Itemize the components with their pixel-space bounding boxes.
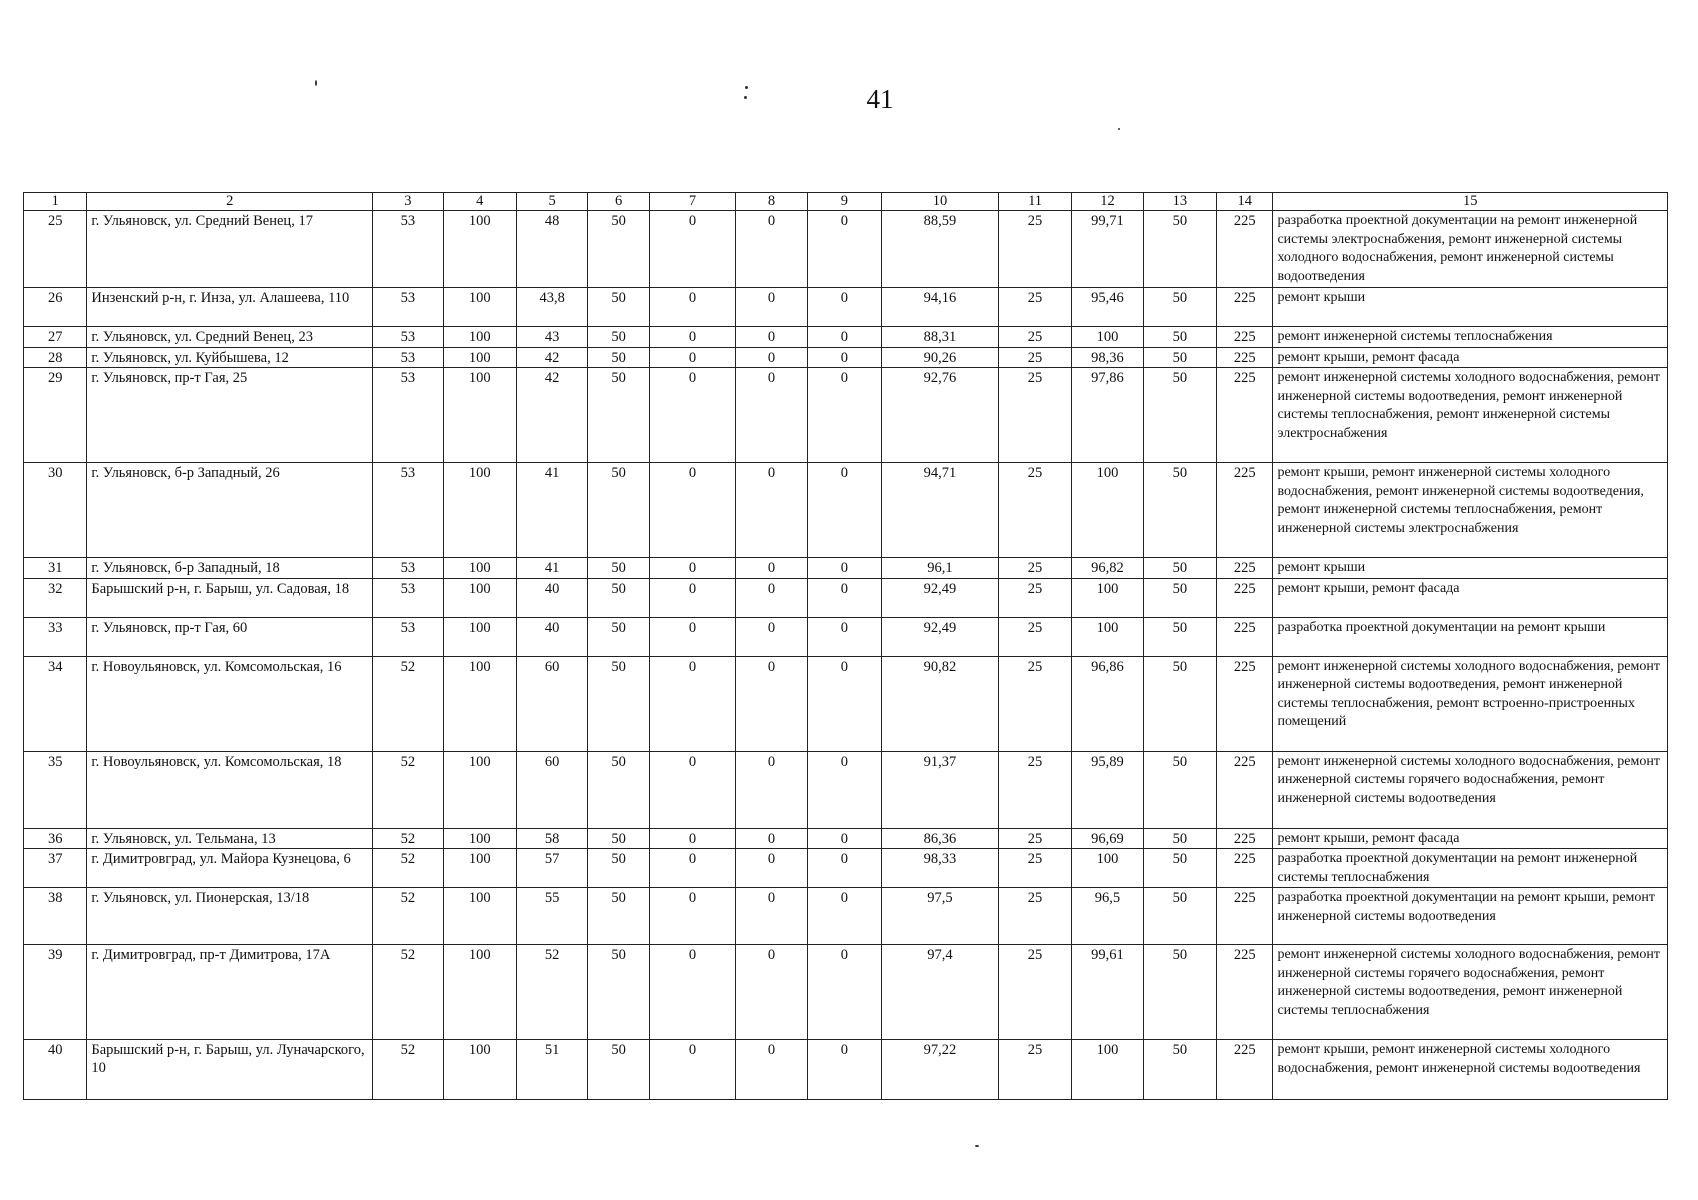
- value-cell-10: 92,49: [882, 617, 999, 656]
- value-cell-10: 92,76: [882, 368, 999, 463]
- address-cell: г. Димитровград, ул. Майора Кузнецова, 6: [87, 849, 373, 888]
- value-cell-9: 0: [807, 558, 881, 579]
- value-cell-9: 0: [807, 617, 881, 656]
- value-cell-5: 41: [516, 463, 587, 558]
- value-cell-3: 53: [373, 617, 443, 656]
- works-cell: ремонт крыши, ремонт фасада: [1273, 578, 1668, 617]
- value-cell-4: 100: [443, 368, 516, 463]
- value-cell-5: 41: [516, 558, 587, 579]
- table-row: [24, 347, 1668, 368]
- value-cell-8: 0: [736, 751, 807, 828]
- value-cell-12: 100: [1072, 327, 1143, 348]
- value-cell-6: 50: [588, 945, 649, 1040]
- address-cell: Барышский р-н, г. Барыш, ул. Луначарского, 10: [87, 1040, 373, 1100]
- table-row: [24, 558, 1668, 579]
- table-body: [24, 211, 1668, 1100]
- value-cell-10: 94,71: [882, 463, 999, 558]
- value-cell-3: 53: [373, 463, 443, 558]
- value-cell-5: 40: [516, 578, 587, 617]
- value-cell-10: 90,82: [882, 656, 999, 751]
- value-cell-6: 50: [588, 888, 649, 945]
- value-cell-6: 50: [588, 1040, 649, 1100]
- value-cell-8: 0: [736, 211, 807, 288]
- value-cell-11: 25: [998, 463, 1071, 558]
- value-cell-6: 50: [588, 347, 649, 368]
- value-cell-8: 0: [736, 288, 807, 327]
- value-cell-6: 50: [588, 828, 649, 849]
- value-cell-6: 50: [588, 368, 649, 463]
- address-cell: г. Ульяновск, ул. Средний Венец, 17: [87, 211, 373, 288]
- value-cell-6: 50: [588, 463, 649, 558]
- value-cell-13: 50: [1143, 849, 1216, 888]
- value-cell-5: 58: [516, 828, 587, 849]
- value-cell-12: 100: [1072, 463, 1143, 558]
- value-cell-12: 99,71: [1072, 211, 1143, 288]
- scan-speck: [315, 80, 317, 86]
- value-cell-14: 225: [1217, 347, 1273, 368]
- row-number: 37: [24, 849, 87, 888]
- value-cell-4: 100: [443, 945, 516, 1040]
- value-cell-10: 90,26: [882, 347, 999, 368]
- value-cell-4: 100: [443, 578, 516, 617]
- value-cell-11: 25: [998, 558, 1071, 579]
- value-cell-12: 96,5: [1072, 888, 1143, 945]
- value-cell-7: 0: [649, 327, 736, 348]
- value-cell-14: 225: [1217, 751, 1273, 828]
- value-cell-9: 0: [807, 211, 881, 288]
- value-cell-13: 50: [1143, 558, 1216, 579]
- value-cell-4: 100: [443, 617, 516, 656]
- address-cell: г. Димитровград, пр-т Димитрова, 17А: [87, 945, 373, 1040]
- value-cell-10: 88,31: [882, 327, 999, 348]
- value-cell-14: 225: [1217, 368, 1273, 463]
- column-header: 15: [1273, 193, 1668, 211]
- value-cell-4: 100: [443, 327, 516, 348]
- value-cell-9: 0: [807, 578, 881, 617]
- value-cell-9: 0: [807, 463, 881, 558]
- value-cell-12: 100: [1072, 849, 1143, 888]
- table-row: [24, 849, 1668, 888]
- value-cell-6: 50: [588, 656, 649, 751]
- value-cell-7: 0: [649, 558, 736, 579]
- value-cell-11: 25: [998, 1040, 1071, 1100]
- value-cell-3: 53: [373, 558, 443, 579]
- column-header: 7: [649, 193, 736, 211]
- value-cell-4: 100: [443, 558, 516, 579]
- scan-speck: [744, 96, 747, 99]
- value-cell-3: 52: [373, 945, 443, 1040]
- value-cell-4: 100: [443, 463, 516, 558]
- column-header: 6: [588, 193, 649, 211]
- value-cell-7: 0: [649, 288, 736, 327]
- table-row: [24, 1040, 1668, 1100]
- value-cell-12: 100: [1072, 1040, 1143, 1100]
- column-header: 1: [24, 193, 87, 211]
- column-header: 4: [443, 193, 516, 211]
- value-cell-12: 100: [1072, 617, 1143, 656]
- value-cell-5: 57: [516, 849, 587, 888]
- column-header: 11: [998, 193, 1071, 211]
- value-cell-10: 94,16: [882, 288, 999, 327]
- table-row: [24, 578, 1668, 617]
- value-cell-5: 52: [516, 945, 587, 1040]
- value-cell-9: 0: [807, 849, 881, 888]
- value-cell-5: 60: [516, 751, 587, 828]
- value-cell-4: 100: [443, 751, 516, 828]
- table-row: [24, 368, 1668, 463]
- value-cell-12: 96,82: [1072, 558, 1143, 579]
- value-cell-13: 50: [1143, 751, 1216, 828]
- value-cell-7: 0: [649, 656, 736, 751]
- value-cell-8: 0: [736, 463, 807, 558]
- works-cell: разработка проектной документации на ремонт крыши, ремонт инженерной системы водоотведения: [1273, 888, 1668, 945]
- value-cell-5: 42: [516, 347, 587, 368]
- works-cell: ремонт инженерной системы холодного водоснабжения, ремонт инженерной системы горячего водоснабжения, ремонт инженерной системы водоотведения: [1273, 751, 1668, 828]
- value-cell-14: 225: [1217, 828, 1273, 849]
- value-cell-10: 91,37: [882, 751, 999, 828]
- value-cell-10: 97,5: [882, 888, 999, 945]
- address-cell: г. Ульяновск, ул. Тельмана, 13: [87, 828, 373, 849]
- column-header: 2: [87, 193, 373, 211]
- works-cell: ремонт крыши, ремонт инженерной системы холодного водоснабжения, ремонт инженерной системы водоотведения, ремонт инженерной системы теплоснабжения, ремонт инженерной системы электроснабжения: [1273, 463, 1668, 558]
- column-header: 10: [882, 193, 999, 211]
- value-cell-13: 50: [1143, 368, 1216, 463]
- table-row: [24, 656, 1668, 751]
- row-number: 36: [24, 828, 87, 849]
- value-cell-11: 25: [998, 327, 1071, 348]
- value-cell-4: 100: [443, 828, 516, 849]
- value-cell-5: 55: [516, 888, 587, 945]
- value-cell-8: 0: [736, 558, 807, 579]
- row-number: 33: [24, 617, 87, 656]
- value-cell-7: 0: [649, 888, 736, 945]
- column-header: 8: [736, 193, 807, 211]
- value-cell-4: 100: [443, 1040, 516, 1100]
- row-number: 38: [24, 888, 87, 945]
- value-cell-12: 99,61: [1072, 945, 1143, 1040]
- value-cell-3: 52: [373, 828, 443, 849]
- value-cell-4: 100: [443, 849, 516, 888]
- value-cell-9: 0: [807, 347, 881, 368]
- value-cell-14: 225: [1217, 656, 1273, 751]
- column-header: 3: [373, 193, 443, 211]
- value-cell-9: 0: [807, 751, 881, 828]
- works-cell: ремонт крыши: [1273, 558, 1668, 579]
- value-cell-3: 53: [373, 578, 443, 617]
- value-cell-9: 0: [807, 368, 881, 463]
- value-cell-11: 25: [998, 751, 1071, 828]
- value-cell-11: 25: [998, 578, 1071, 617]
- row-number: 31: [24, 558, 87, 579]
- value-cell-14: 225: [1217, 578, 1273, 617]
- value-cell-8: 0: [736, 347, 807, 368]
- value-cell-3: 53: [373, 347, 443, 368]
- table-row: [24, 945, 1668, 1040]
- value-cell-5: 43,8: [516, 288, 587, 327]
- row-number: 34: [24, 656, 87, 751]
- value-cell-13: 50: [1143, 656, 1216, 751]
- works-cell: ремонт крыши: [1273, 288, 1668, 327]
- value-cell-9: 0: [807, 828, 881, 849]
- value-cell-14: 225: [1217, 617, 1273, 656]
- value-cell-7: 0: [649, 211, 736, 288]
- column-number-row: [24, 193, 1668, 211]
- value-cell-14: 225: [1217, 849, 1273, 888]
- value-cell-12: 95,89: [1072, 751, 1143, 828]
- value-cell-3: 52: [373, 849, 443, 888]
- address-cell: г. Ульяновск, ул. Средний Венец, 23: [87, 327, 373, 348]
- works-cell: ремонт крыши, ремонт инженерной системы холодного водоснабжения, ремонт инженерной системы водоотведения: [1273, 1040, 1668, 1100]
- value-cell-10: 97,22: [882, 1040, 999, 1100]
- value-cell-10: 88,59: [882, 211, 999, 288]
- address-cell: г. Ульяновск, б-р Западный, 26: [87, 463, 373, 558]
- value-cell-3: 52: [373, 751, 443, 828]
- value-cell-4: 100: [443, 888, 516, 945]
- value-cell-4: 100: [443, 288, 516, 327]
- scan-speck: [745, 86, 748, 89]
- value-cell-6: 50: [588, 617, 649, 656]
- value-cell-7: 0: [649, 849, 736, 888]
- value-cell-3: 53: [373, 211, 443, 288]
- value-cell-8: 0: [736, 578, 807, 617]
- table-row: [24, 828, 1668, 849]
- row-number: 32: [24, 578, 87, 617]
- value-cell-11: 25: [998, 211, 1071, 288]
- value-cell-13: 50: [1143, 828, 1216, 849]
- works-cell: ремонт инженерной системы холодного водоснабжения, ремонт инженерной системы водоотведения, ремонт инженерной системы теплоснабжения, ремонт встроенно-пристроенных помещений: [1273, 656, 1668, 751]
- value-cell-13: 50: [1143, 945, 1216, 1040]
- value-cell-8: 0: [736, 1040, 807, 1100]
- value-cell-13: 50: [1143, 888, 1216, 945]
- row-number: 40: [24, 1040, 87, 1100]
- scan-speck: [975, 1145, 979, 1147]
- value-cell-13: 50: [1143, 617, 1216, 656]
- value-cell-14: 225: [1217, 945, 1273, 1040]
- value-cell-7: 0: [649, 751, 736, 828]
- row-number: 28: [24, 347, 87, 368]
- value-cell-4: 100: [443, 656, 516, 751]
- value-cell-14: 225: [1217, 463, 1273, 558]
- value-cell-11: 25: [998, 288, 1071, 327]
- value-cell-3: 52: [373, 1040, 443, 1100]
- value-cell-11: 25: [998, 888, 1071, 945]
- row-number: 27: [24, 327, 87, 348]
- value-cell-6: 50: [588, 288, 649, 327]
- value-cell-10: 86,36: [882, 828, 999, 849]
- table-row: [24, 751, 1668, 828]
- value-cell-11: 25: [998, 849, 1071, 888]
- value-cell-14: 225: [1217, 888, 1273, 945]
- value-cell-3: 53: [373, 368, 443, 463]
- value-cell-9: 0: [807, 888, 881, 945]
- value-cell-6: 50: [588, 578, 649, 617]
- value-cell-12: 96,86: [1072, 656, 1143, 751]
- value-cell-10: 96,1: [882, 558, 999, 579]
- value-cell-5: 42: [516, 368, 587, 463]
- value-cell-6: 50: [588, 751, 649, 828]
- value-cell-7: 0: [649, 828, 736, 849]
- column-header: 12: [1072, 193, 1143, 211]
- value-cell-11: 25: [998, 656, 1071, 751]
- page-number: 41: [866, 84, 894, 114]
- value-cell-7: 0: [649, 368, 736, 463]
- works-cell: ремонт инженерной системы холодного водоснабжения, ремонт инженерной системы горячего водоснабжения, ремонт инженерной системы водоотведения, ремонт инженерной системы теплоснабжения: [1273, 945, 1668, 1040]
- column-header: 9: [807, 193, 881, 211]
- value-cell-4: 100: [443, 347, 516, 368]
- works-cell: разработка проектной документации на ремонт инженерной системы электроснабжения, ремонт инженерной системы холодного водоснабжения, ремонт инженерной системы водоотведения: [1273, 211, 1668, 288]
- value-cell-3: 52: [373, 888, 443, 945]
- column-header: 14: [1217, 193, 1273, 211]
- value-cell-13: 50: [1143, 1040, 1216, 1100]
- value-cell-9: 0: [807, 1040, 881, 1100]
- value-cell-8: 0: [736, 327, 807, 348]
- value-cell-12: 97,86: [1072, 368, 1143, 463]
- value-cell-7: 0: [649, 1040, 736, 1100]
- value-cell-5: 40: [516, 617, 587, 656]
- value-cell-14: 225: [1217, 211, 1273, 288]
- value-cell-7: 0: [649, 945, 736, 1040]
- row-number: 30: [24, 463, 87, 558]
- table-row: [24, 463, 1668, 558]
- column-header: 13: [1143, 193, 1216, 211]
- value-cell-11: 25: [998, 945, 1071, 1040]
- value-cell-14: 225: [1217, 327, 1273, 348]
- works-cell: ремонт инженерной системы теплоснабжения: [1273, 327, 1668, 348]
- value-cell-13: 50: [1143, 578, 1216, 617]
- value-cell-3: 53: [373, 288, 443, 327]
- works-cell: ремонт крыши, ремонт фасада: [1273, 828, 1668, 849]
- value-cell-11: 25: [998, 368, 1071, 463]
- value-cell-5: 43: [516, 327, 587, 348]
- value-cell-5: 48: [516, 211, 587, 288]
- value-cell-5: 51: [516, 1040, 587, 1100]
- value-cell-9: 0: [807, 288, 881, 327]
- value-cell-13: 50: [1143, 211, 1216, 288]
- address-cell: Барышский р-н, г. Барыш, ул. Садовая, 18: [87, 578, 373, 617]
- value-cell-7: 0: [649, 347, 736, 368]
- table-row: [24, 211, 1668, 288]
- row-number: 26: [24, 288, 87, 327]
- scan-speck: [1118, 128, 1120, 130]
- value-cell-6: 50: [588, 327, 649, 348]
- value-cell-5: 60: [516, 656, 587, 751]
- value-cell-10: 92,49: [882, 578, 999, 617]
- value-cell-11: 25: [998, 828, 1071, 849]
- value-cell-6: 50: [588, 558, 649, 579]
- table-row: [24, 888, 1668, 945]
- value-cell-8: 0: [736, 828, 807, 849]
- table-row: [24, 617, 1668, 656]
- address-cell: г. Ульяновск, пр-т Гая, 25: [87, 368, 373, 463]
- row-number: 39: [24, 945, 87, 1040]
- value-cell-6: 50: [588, 849, 649, 888]
- value-cell-4: 100: [443, 211, 516, 288]
- row-number: 25: [24, 211, 87, 288]
- value-cell-10: 98,33: [882, 849, 999, 888]
- address-cell: г. Ульяновск, ул. Куйбышева, 12: [87, 347, 373, 368]
- value-cell-7: 0: [649, 463, 736, 558]
- value-cell-8: 0: [736, 656, 807, 751]
- address-cell: г. Ульяновск, б-р Западный, 18: [87, 558, 373, 579]
- value-cell-9: 0: [807, 327, 881, 348]
- row-number: 29: [24, 368, 87, 463]
- column-header: 5: [516, 193, 587, 211]
- value-cell-12: 98,36: [1072, 347, 1143, 368]
- address-cell: г. Ульяновск, пр-т Гая, 60: [87, 617, 373, 656]
- value-cell-12: 95,46: [1072, 288, 1143, 327]
- value-cell-11: 25: [998, 347, 1071, 368]
- value-cell-10: 97,4: [882, 945, 999, 1040]
- value-cell-13: 50: [1143, 463, 1216, 558]
- value-cell-14: 225: [1217, 288, 1273, 327]
- value-cell-8: 0: [736, 945, 807, 1040]
- address-cell: г. Новоульяновск, ул. Комсомольская, 18: [87, 751, 373, 828]
- value-cell-9: 0: [807, 945, 881, 1040]
- works-cell: разработка проектной документации на ремонт крыши: [1273, 617, 1668, 656]
- value-cell-13: 50: [1143, 327, 1216, 348]
- value-cell-12: 96,69: [1072, 828, 1143, 849]
- value-cell-12: 100: [1072, 578, 1143, 617]
- address-cell: г. Новоульяновск, ул. Комсомольская, 16: [87, 656, 373, 751]
- building-repair-register-table: [23, 192, 1668, 1100]
- value-cell-14: 225: [1217, 1040, 1273, 1100]
- value-cell-14: 225: [1217, 558, 1273, 579]
- value-cell-8: 0: [736, 888, 807, 945]
- value-cell-8: 0: [736, 849, 807, 888]
- address-cell: г. Ульяновск, ул. Пионерская, 13/18: [87, 888, 373, 945]
- value-cell-13: 50: [1143, 347, 1216, 368]
- address-cell: Инзенский р-н, г. Инза, ул. Алашеева, 110: [87, 288, 373, 327]
- works-cell: разработка проектной документации на ремонт инженерной системы теплоснабжения: [1273, 849, 1668, 888]
- value-cell-7: 0: [649, 617, 736, 656]
- value-cell-13: 50: [1143, 288, 1216, 327]
- value-cell-7: 0: [649, 578, 736, 617]
- row-number: 35: [24, 751, 87, 828]
- value-cell-3: 53: [373, 327, 443, 348]
- value-cell-8: 0: [736, 617, 807, 656]
- works-cell: ремонт крыши, ремонт фасада: [1273, 347, 1668, 368]
- value-cell-8: 0: [736, 368, 807, 463]
- value-cell-3: 52: [373, 656, 443, 751]
- works-cell: ремонт инженерной системы холодного водоснабжения, ремонт инженерной системы водоотведения, ремонт инженерной системы теплоснабжения, ремонт инженерной системы электроснабжения: [1273, 368, 1668, 463]
- value-cell-11: 25: [998, 617, 1071, 656]
- table-row: [24, 288, 1668, 327]
- value-cell-6: 50: [588, 211, 649, 288]
- table-row: [24, 327, 1668, 348]
- value-cell-9: 0: [807, 656, 881, 751]
